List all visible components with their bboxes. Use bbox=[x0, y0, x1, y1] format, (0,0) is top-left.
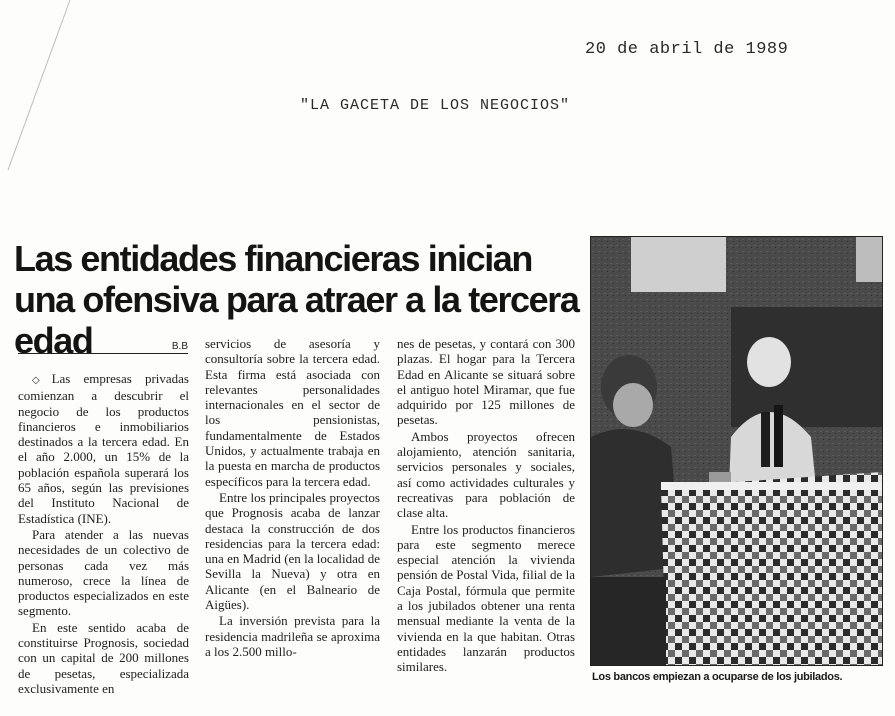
article-headline: Las entidades financieras inician una ofensiva para atraer a la tercera edad bbox=[14, 238, 579, 361]
article-column-1 bbox=[18, 371, 189, 696]
article-photo bbox=[590, 236, 883, 666]
photo-caption: Los bancos empiezan a ocuparse de los jubilados. bbox=[592, 671, 843, 683]
article-paragraph: ◇ Las empresas privadas comienzan a descubrir el negocio de los productos financieros e inmobiliarios destinados a la tercera edad. En el año 2.000, un 15% de la población española superará los 65 años, según las previsiones del Instituto Nacional de Estadística (INE). bbox=[18, 371, 189, 526]
article-paragraph: Entre los principales proyectos que Prognosis acaba de lanzar destaca la construcción de dos residencias para la tercera edad: una en Madrid (en la localidad de Sevilla la Nueva) y otra en Alicante (en el Balneario de Aigües). bbox=[205, 489, 380, 613]
article-column-3 bbox=[397, 336, 575, 675]
article-paragraph: Ambos proyectos ofrecen alojamiento, atención sanitaria, servicios personales y sociales, así como actividades culturales y recreativas para población de clase alta. bbox=[397, 428, 575, 521]
article-paragraph: Entre los productos financieros para este segmento merece especial atención la vivienda pensión de Postal Vida, filial de la Caja Postal, fórmula que permite a los jubilados obtener una renta mensual mediante la venta de la vivienda en la que habitan. Otras entidades lanzarán productos similares. bbox=[397, 521, 575, 675]
article-paragraph: Para atender a las nuevas necesidades de un colectivo de personas cada vez más numeroso, crece la línea de productos especializados en este segmento. bbox=[18, 526, 189, 619]
article-column-2 bbox=[205, 336, 380, 659]
article-paragraph: nes de pesetas, y contará con 300 plazas. El hogar para la Tercera Edad en Alicante se situará sobre el antiguo hotel Miramar, que fue adquirido por 125 millones de pesetas. bbox=[397, 336, 575, 428]
article-paragraph: La inversión prevista para la residencia madrileña se aproxima a los 2.500 millo- bbox=[205, 613, 380, 659]
clipping-date: 20 de abril de 1989 bbox=[585, 40, 789, 59]
scan-fold-mark bbox=[0, 0, 80, 170]
article-paragraph: En este sentido acaba de constituirse Prognosis, sociedad con un capital de 200 millones de pesetas, especializada exclusivamente en bbox=[18, 619, 189, 696]
newspaper-name: "LA GACETA DE LOS NEGOCIOS" bbox=[300, 97, 571, 114]
article-paragraph: servicios de asesoría y consultoría sobre la tercera edad. Esta firma está asociada con relevantes personalidades internacionales en el sector de los pensionistas, fundamentalmente de Estados Unidos, y actualmente trabaja en la puesta en marcha de productos específicos para la tercera edad. bbox=[205, 336, 380, 489]
paragraph-bullet-icon: ◇ bbox=[32, 375, 50, 386]
article-byline: B.B bbox=[18, 341, 188, 354]
